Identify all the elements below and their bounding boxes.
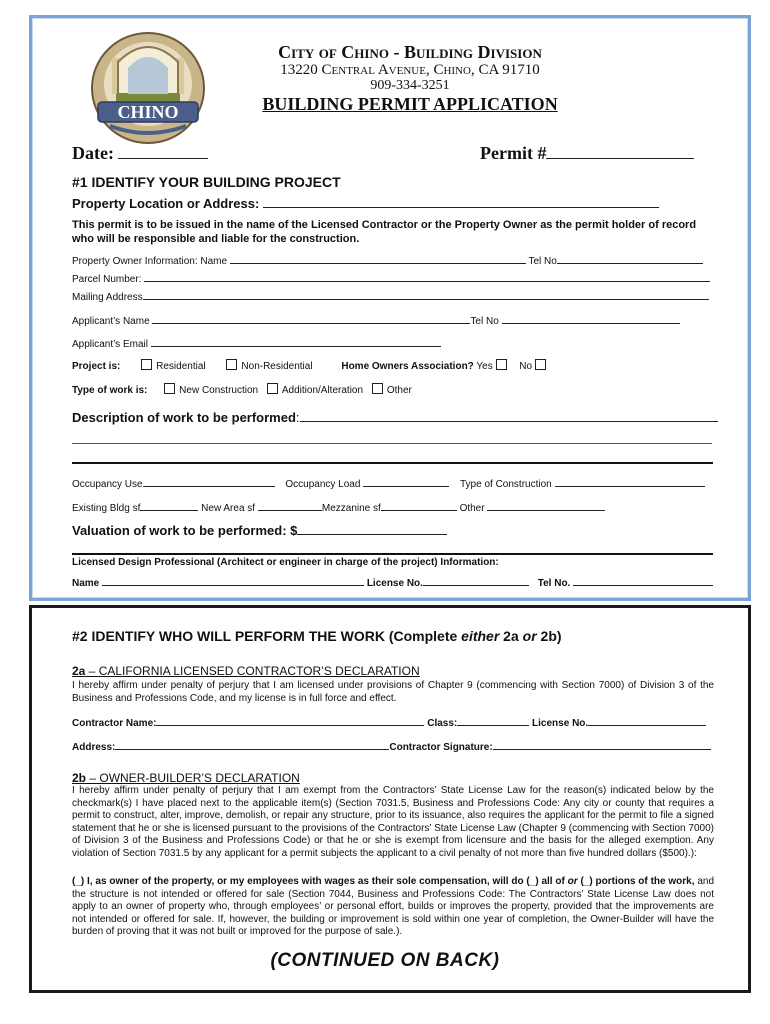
date-row xyxy=(72,143,208,164)
owner-exemption-bold2: (_) portions of the work, xyxy=(577,876,695,887)
contractor-name-row xyxy=(72,715,706,729)
addition-label: Addition/Alteration xyxy=(281,385,364,396)
hoa-no-checkbox[interactable] xyxy=(535,359,546,370)
property-location-row xyxy=(72,196,659,211)
owner-exemption-bold: (_) I, as owner of the property, or my employees with wages as their sole compensation, will do (_) all of xyxy=(72,876,568,887)
class-field[interactable] xyxy=(457,715,529,726)
other-field-label: Other xyxy=(459,503,485,514)
permit-row xyxy=(480,143,694,164)
continued-on-back: (CONTINUED ON BACK) xyxy=(270,950,500,971)
license-field[interactable] xyxy=(588,715,706,726)
design-professional-label: Licensed Design Professional (Architect or engineer in charge of the project) Information: xyxy=(72,557,499,568)
valuation-row xyxy=(72,523,447,538)
valuation-label: Valuation of work to be performed xyxy=(72,523,283,538)
contractor-address-label: Address: xyxy=(72,742,116,753)
description-row: Description of work to be performed: xyxy=(72,410,718,425)
design-tel-field[interactable] xyxy=(573,575,713,586)
design-license-label: License No. xyxy=(366,578,423,589)
contractor-address-field[interactable] xyxy=(115,739,389,750)
mezzanine-field[interactable] xyxy=(381,500,457,511)
applicant-row xyxy=(72,313,680,327)
residential-checkbox[interactable] xyxy=(141,359,152,370)
non-residential-checkbox[interactable] xyxy=(226,359,237,370)
occupancy-use-field[interactable] xyxy=(143,476,275,487)
date-label: Date: xyxy=(72,143,114,163)
hoa-no-label: No xyxy=(519,361,533,372)
design-name-field[interactable] xyxy=(102,575,364,586)
section-2-heading-a: #2 IDENTIFY WHO WILL PERFORM THE WORK (Complete xyxy=(72,628,462,644)
design-license-field[interactable] xyxy=(423,575,529,586)
city-address: 13220 Central Avenue, Chino, CA 91710 xyxy=(280,62,540,78)
contractor-declaration-title xyxy=(72,664,420,678)
description-line-2[interactable] xyxy=(72,443,712,444)
form-title: BUILDING PERMIT APPLICATION xyxy=(262,94,558,114)
type-construction-field[interactable] xyxy=(555,476,705,487)
applicant-email-label: Applicant’s Email xyxy=(72,339,148,350)
applicant-tel-label: Tel No xyxy=(470,316,499,327)
new-area-label: New Area sf xyxy=(201,503,256,514)
logo-text: CHINO xyxy=(117,102,179,122)
residential-label: Residential xyxy=(156,361,206,372)
addition-checkbox[interactable] xyxy=(267,383,278,394)
mailing-row xyxy=(72,289,709,303)
section-2-mid: 2a xyxy=(499,628,523,644)
design-tel-label: Tel No. xyxy=(537,578,571,589)
other-field[interactable] xyxy=(487,500,605,511)
divider-2 xyxy=(72,553,713,555)
other-checkbox[interactable] xyxy=(372,383,383,394)
section-2a-id: 2a xyxy=(72,664,86,678)
hoa-label: Home Owners Association? xyxy=(341,361,474,372)
work-type-label: Type of work is: xyxy=(72,385,148,396)
non-residential-label: Non-Residential xyxy=(241,361,313,372)
parcel-label: Parcel Number: xyxy=(72,274,142,285)
property-location-field[interactable] xyxy=(263,197,659,208)
owner-builder-title xyxy=(72,771,300,785)
design-name-label: Name xyxy=(72,578,100,589)
occupancy-row xyxy=(72,476,705,490)
section-2a-title: – CALIFORNIA LICENSED CONTRACTOR’S DECLARATION xyxy=(85,664,420,678)
date-field[interactable] xyxy=(118,144,208,159)
description-field[interactable] xyxy=(300,411,718,422)
contractor-signature-field[interactable] xyxy=(493,739,711,750)
applicant-name-label: Applicant’s Name xyxy=(72,316,150,327)
owner-info-row xyxy=(72,253,703,267)
other-label: Other xyxy=(386,385,412,396)
existing-bldg-field[interactable] xyxy=(140,500,198,511)
owner-exemption-text xyxy=(72,876,714,939)
mailing-label: Mailing Address xyxy=(72,292,143,303)
contractor-declaration-text: I hereby affirm under penalty of perjury that I am licensed under provisions of Chapter 9 (commencing with Section 7000) of Division 3 of the Business and Professions Code, and my license is in full force and effect. xyxy=(72,680,714,704)
project-type-row xyxy=(72,359,712,372)
section-2-either: either xyxy=(461,628,500,644)
section-1-heading: #1 IDENTIFY YOUR BUILDING PROJECT xyxy=(72,174,341,190)
city-phone: 909-334-3251 xyxy=(370,78,450,93)
permit-label: Permit # xyxy=(480,143,547,163)
valuation-field[interactable] xyxy=(297,524,447,535)
new-construction-label: New Construction xyxy=(179,385,259,396)
applicant-email-row xyxy=(72,336,441,350)
work-type-row xyxy=(72,383,412,396)
section-2-heading xyxy=(72,628,562,644)
city-division-title: City of Chino - Building Division xyxy=(278,42,542,62)
owner-tel-label: Tel No xyxy=(528,256,557,267)
section-2b-id: 2b xyxy=(72,771,87,785)
property-location-label: Property Location or Address: xyxy=(72,196,260,211)
applicant-email-field[interactable] xyxy=(151,336,441,347)
contractor-address-row xyxy=(72,739,711,753)
hoa-yes-checkbox[interactable] xyxy=(496,359,507,370)
occupancy-use-label: Occupancy Use xyxy=(72,479,143,490)
hoa-yes-label: Yes xyxy=(476,361,493,372)
new-area-field[interactable] xyxy=(258,500,322,511)
contractor-name-field[interactable] xyxy=(156,715,424,726)
section-2-or: or xyxy=(522,628,537,644)
divider xyxy=(72,462,713,464)
owner-builder-text: I hereby affirm under penalty of perjury that I am exempt from the Contractors’ State License Law for the reason(s) indicated below by the checkmark(s) I have placed next to the applicable item(s) (Section 7031.5, Business and Professions Code: Any city or county that requires a permit to construct, alter, improve, demolish, or repair any structure, prior to its issuance, also requires the applicant for the permit to file a signed statement that he or she is licensed pursuant to the provisions of the Contractors’ State License Law (Chapter 9 (commencing with Section 7000) of Division 3 of the Business and Professions Code) or that he or she is exempt from licensure and the basis for the alleged exemption. Any violation of Section 7031.5 by any applicant for a permit subjects the applicant to a civil penalty of not more than five hundred dollars ($500).): xyxy=(72,785,714,859)
new-construction-checkbox[interactable] xyxy=(164,383,175,394)
contractor-name-label: Contractor Name: xyxy=(72,718,157,729)
parcel-field[interactable] xyxy=(144,271,710,282)
existing-bldg-label: Existing Bldg sf xyxy=(72,503,141,514)
design-professional-row xyxy=(72,575,713,589)
project-is-label: Project is: xyxy=(72,361,121,372)
type-construction-label: Type of Construction xyxy=(460,479,552,490)
contractor-signature-label: Contractor Signature: xyxy=(389,742,493,753)
occupancy-load-label: Occupancy Load xyxy=(285,479,361,490)
section-2-heading-b: 2b) xyxy=(536,628,562,644)
section-2b-title: – OWNER-BUILDER’S DECLARATION xyxy=(86,771,300,785)
owner-exemption-body: and the structure is not intended or offered for sale (Section 7044, Business and Professions Code: The Contractors’ State License Law does not apply to an owner of property who, through employees’ or personal effort, builds or improves the property, provided that the improvements are not intended or offered for sale. If, however, the building or improvement is sold within one year of completion, the Owner-Builder will have the burden of proving that it was not built or improved for the purpose of sale.). xyxy=(72,876,715,938)
city-of-chino-logo xyxy=(88,28,208,146)
owner-name-field[interactable] xyxy=(230,253,526,264)
license-label: License No. xyxy=(532,718,589,729)
occupancy-load-field[interactable] xyxy=(363,476,449,487)
owner-name-label: Property Owner Information: Name xyxy=(72,256,228,267)
valuation-prefix: : $ xyxy=(282,523,298,538)
applicant-tel-field[interactable] xyxy=(502,313,680,324)
area-row xyxy=(72,500,605,514)
class-label: Class: xyxy=(427,718,458,729)
mailing-field[interactable] xyxy=(143,289,709,300)
mezzanine-label: Mezzanine sf xyxy=(321,503,381,514)
description-label: Description of work to be performed xyxy=(72,410,296,425)
parcel-row xyxy=(72,271,710,285)
owner-exemption-or: or xyxy=(567,876,578,887)
owner-tel-field[interactable] xyxy=(557,253,703,264)
permit-number-field[interactable] xyxy=(546,144,694,159)
applicant-name-field[interactable] xyxy=(152,313,470,324)
permit-holder-notice: This permit is to be issued in the name of the Licensed Contractor or the Property Owner as the permit holder of record who will be responsible and liable for the construction. xyxy=(72,219,697,245)
